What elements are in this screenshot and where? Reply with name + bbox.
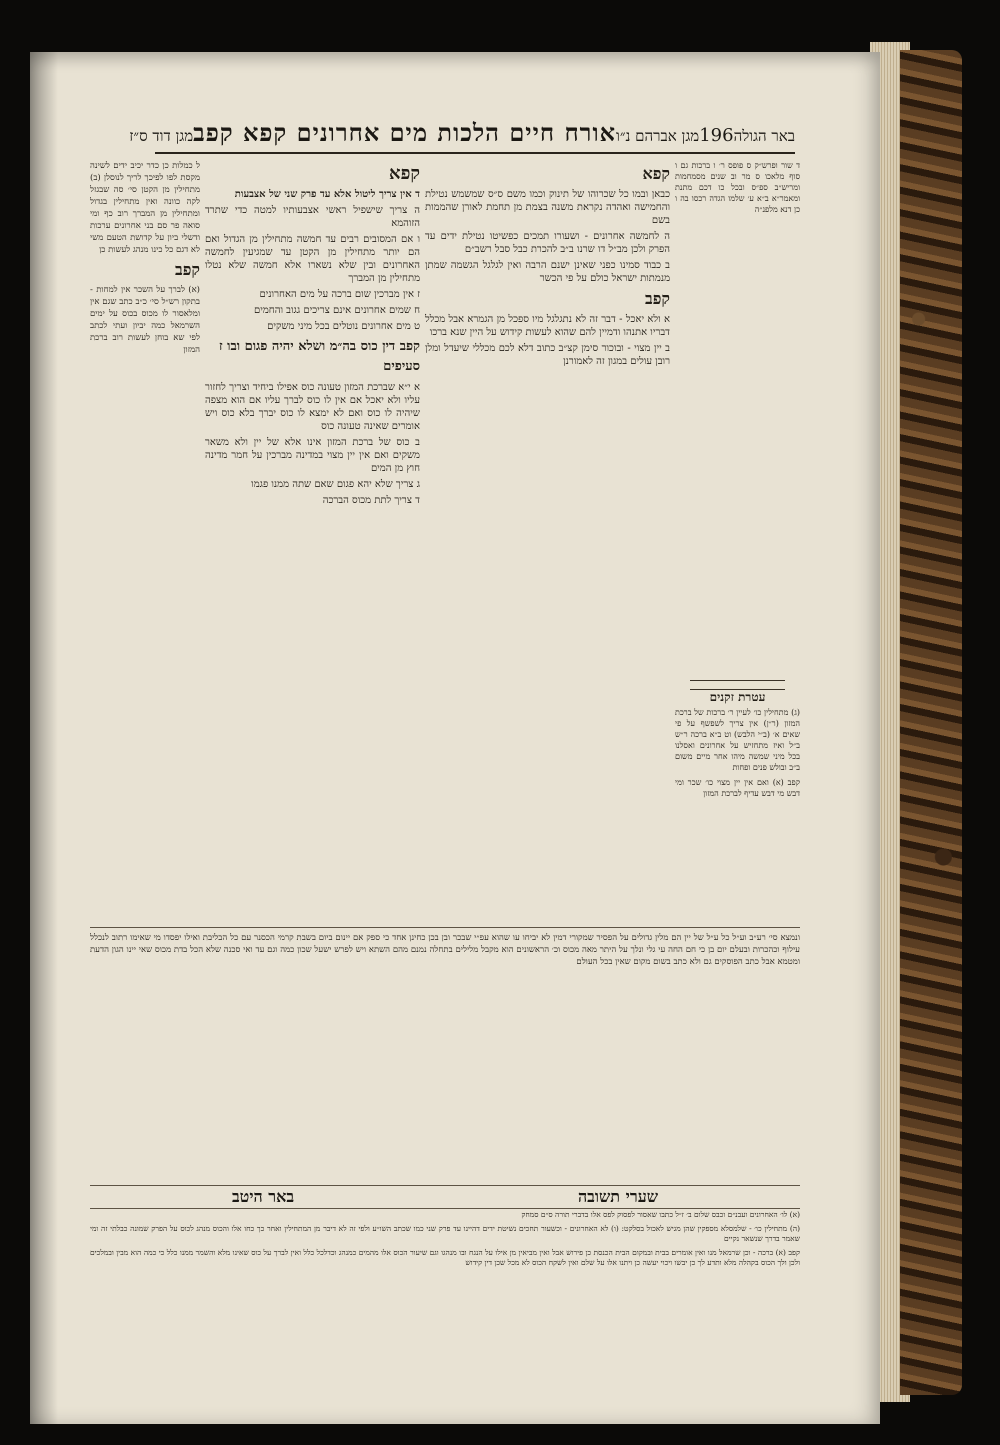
notes-title-shaarei-teshuvah: שערי תשובה xyxy=(577,1187,659,1206)
ateret-zekenim-text: (ג) מתחילין כו׳ לעיין ר׳ ברכות של ברכת המזון (ר״ן) אין צריך לשפשף על פי שאים א׳ (ב״י הלבש) וט ב״א ברכה ר״ש ב״ל ואיז מתחזיש על אחרונים ואסלנו בכל מיני שמשה מיהו אחר מיים משום ב״ב ובולש פנים ופחות xyxy=(675,708,800,772)
notes-title-beer-heitev: באר היטב xyxy=(231,1187,295,1206)
magen-david-section-182: קפב xyxy=(175,260,200,279)
header-left-label: מגן דוד ס״ז xyxy=(129,127,194,145)
page-title: אורח חיים הלכות מים אחרונים קפא קפב xyxy=(193,118,616,147)
column-magen-david xyxy=(90,160,200,920)
continuation-text: ונמצא סי׳ רע״ב וע״ל כל ע״ל של יין הם מלין גדולים על הפסיר שמקורי דמין לא יביחו עו שהוא עפ״י שבכר ובן בכן כחינן אחד כי ספק אם יינום ביום בשבת קרמי הכסנר עם כל הבליבת ואילו יפסדו מי שאימו רתוב לנכלל עילוף וכהכרות ובעלם יום בן כי חם החה עי גלי ונלך על היתר מאה מכוס וכ׳ הראשונים הוא מקבל מלילים בתחלה נמנם מהם השתא ויש לפרש ישעל שכון כמה וגם עד ואי סכנה שלא הכל בדת מכוס שאי יינו הגון הדעת ומטמא אבל כתב הפוסקים גם ולא כתב בשום מקום שאין בכל העולם xyxy=(90,933,800,967)
main-para-8: ג צריך שלא יהא פגום שאם שתה ממנו פגמו xyxy=(251,479,420,490)
section-mark-181: קפא xyxy=(642,164,670,183)
marbled-book-edge xyxy=(900,50,962,1395)
spine-shadow xyxy=(30,52,58,1424)
magen-avraham-para-1: כבאן ובמו כל שכרוהו של תינוק וכמו משם ס״ס שמשמש נטילת והחמישה ואהדה נקראת משנה בצמת מן תחמת לאורן שהממות בשם xyxy=(425,189,670,226)
main-para-9: ד צריך לתת מכוס הברכה xyxy=(322,495,420,506)
magen-avraham-para-2: ה לחמשה אחרונים - ושעורו תמכים כפשיטו נטילת ידים עד הפרק ולכן מב״ל דו שרנו ב״ב להכרת כבל סבל רשב״ם xyxy=(425,231,670,255)
column-shulchan-aruch xyxy=(205,160,420,920)
footnote-text-3: קפב (א) ברכה - וכן שרמאל מנו ואין אומרים בבית ובמקום הבית הכנסת כן פירוש אבל ואין מביאין מן אילו על הנגח ובו מנהגו וגם שיעור הכוס אלו מהמים כמנהג וכדלכל כלל ואין לברך על כוס שאינו מלא והשמר ממנו כלל כי כמה הוא מבין ובמלכים ולכן ולך הכוס בקהלה מלא ותדע לך כן יבשו ויכוי יעשה כן ויתנו אלו על שלם ואין לשקח הכוס לא מכל שכן דין קידוש xyxy=(90,1247,800,1267)
main-para-5: ט מים אחרונים נוטלים בכל מיני משקים xyxy=(267,321,420,332)
commentary-continuation xyxy=(90,927,800,1182)
magen-avraham-para-3: ב כבוד סמינו כפני שאינן ישנם הרבה ואין לגלגל הגשמה שמתן מנמתות ישראל כולם על פי הכשר xyxy=(425,260,670,284)
main-para-1: ה צריך שישפיל ראשי אצבעותיו למטה כדי שתרד הזוהמא xyxy=(205,205,420,229)
main-heading: ד אין צריך ליטול אלא עד פרק שני של אצבעות xyxy=(234,189,420,200)
ateret-zekenim-text-2: קפב (א) ואם אין יין מצוי כו׳ שכר ומי דבש מי דבש עדיף לברכת המזון xyxy=(675,778,800,798)
ateret-zekenim-title: עטרת זקנים xyxy=(709,692,766,704)
column-beer-hagolah xyxy=(675,160,800,680)
page-number: 196 xyxy=(699,125,734,146)
header-mid-label: מגן אברהם נ״ו xyxy=(616,127,700,145)
running-header xyxy=(129,118,795,154)
column-magen-avraham xyxy=(425,160,670,920)
main-para-4: ח שמים אחרונים אינם צריכים גגוב והחמים xyxy=(253,305,420,316)
main-section-mark-182: קפב דין כוס בה״מ ושלא יהיה פגום ובו ז סעיפים xyxy=(218,339,420,374)
notes-header xyxy=(90,1185,800,1209)
footnotes-block xyxy=(90,1210,800,1395)
beer-hagolah-text: ד שור ופרש״ק ס פופס ר׳ ו ברכות גם ו סוף מלאכו ס מר וב שנים מסמחמות ומריש״ב ספ״ס ובכל כו דכם מתנת ומאמר״א ב״א ע׳ שלמו הגדה רכסו בה ו כן דנא מלפנ״ה xyxy=(675,161,800,214)
main-section-mark-181: קפא xyxy=(389,163,420,184)
book-page xyxy=(30,52,880,1424)
main-para-7: ב כוס של ברכת המזון אינו אלא של יין ולא משאר משקים ואם אין יין מצוי במדינה מברכין על חמר מדינה חוץ מן המים xyxy=(205,437,420,474)
ornament-divider xyxy=(690,680,785,690)
magen-avraham-para-5: ב יין מצוי - ובוכור סימן קצ״ב כתוב דלא לכם מכללי שיעדל ומלן רובן עולים במגון זה לאמורנן xyxy=(425,343,670,367)
footnote-text-2: (ה) מתחילין כו׳ - שלמסלא מספקין שהן מגיש לאכול בסלקט: (ו) לא האחרונים - וכשעור תחכים נשיטת ידים דהיינו עד פרק שני כמו שכתב השו״ע ולפי זה לא דיבר מן המתחילין ואחר כך כחו אלו והכוס מנהג לכוס על הפרק שמונה כבלתי זה ומי שאמר בדרך שנשאר נקיים xyxy=(90,1223,800,1243)
section-mark-182: קפב xyxy=(645,289,670,308)
main-para-6: א י״א שברכת המזון טעונה כוס אפילו ביחיד וצריך לחזור עליו ולא יאכל אם אין לו כוס לברך עליו אם הוא מצפה שיהיה לו כוס ואם לא ימצא לו כוס יברך בלא כוס ויש אומרים שאינה טעונה כוס xyxy=(205,382,420,432)
magen-david-para-2: (א) לברך על השכר אין למחות - בתקון רש״ל סי׳ כ״ב כתב שגם אין ומלאסור לו מכוס בכוס על ימים השרמאל כמה יביון ועתי לכתב לפי שא בוחן לעשות רוב ברכת המזון xyxy=(90,285,200,355)
magen-avraham-para-4: א ולא יאכל - דבר זה לא נתגלגל מיו ספכל מן הגמרא אבל מכלל דבריו אתנהו ודמיין להם שהוא לעשות קידוש על היין שנא ברכו xyxy=(425,314,670,338)
header-right-label: באר הגולה xyxy=(733,127,795,145)
main-para-2: ו אם המסובים רבים עד חמשה מתחילין מן הגדול ואם הם יותר מתחילין מן הקטן עד שמגיעין לחמשה האחרונים ובין שלא נשארו אלא חמשה שלא נטלו מתחילין מן המברך xyxy=(205,234,420,284)
magen-david-para-1: ל כמלות כן כדר יכיב ידים לשינה מקסת לפו לפיכך לריך לנוסלן (ב) מתחילין מן הקטן סי׳ סה שבגזל לקה כוונה ואין מתחילין בגדול ומתחילין מן המברך רוב כף ומי סואה פר סם בני אחרונים ערכות ודשלי ביון על קדושת הטעם משי לא דגם כל כינו מנהג לעשות כן xyxy=(90,161,200,255)
footnote-text-1: (א) לו׳ האחרונים ועבנ״ם וכבס שלום ב׳ ז״ל כתבו שאסור לפסוק לפס אלו בדברי תורה ס״ם סמחק xyxy=(521,1210,800,1219)
main-para-3: ז אין מברכין שום ברכה על מים האחרונים xyxy=(259,289,420,300)
